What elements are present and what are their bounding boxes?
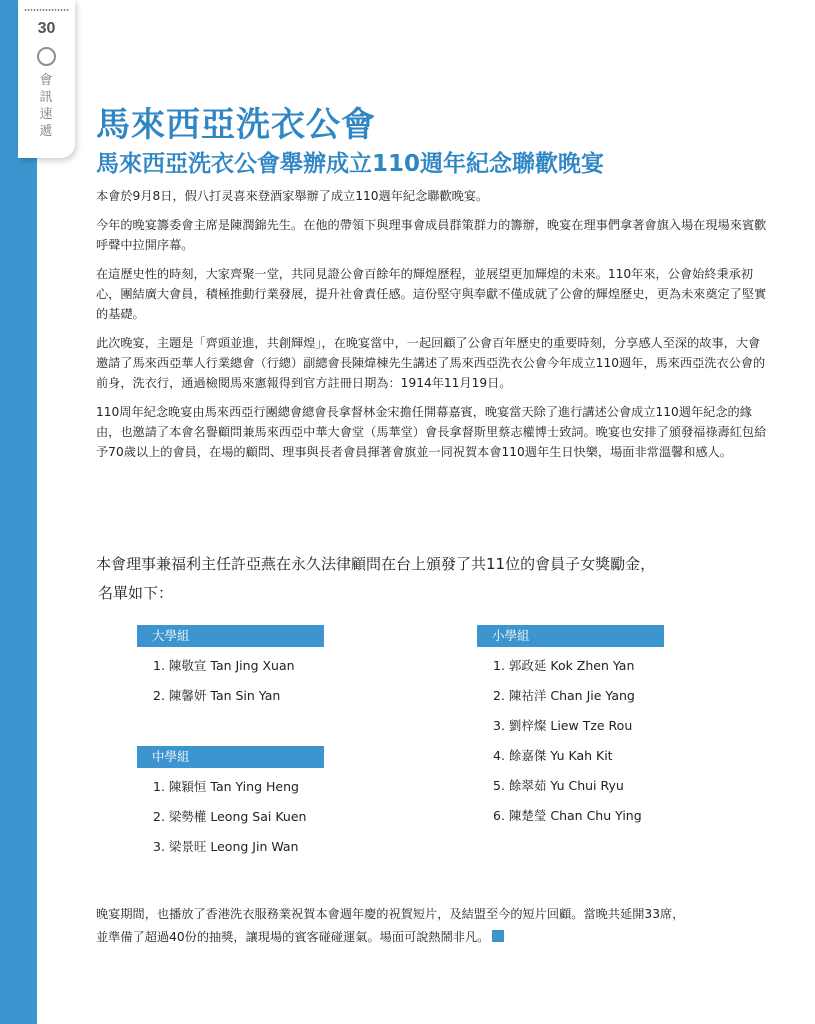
list-item: 2. 梁勢權 Leong Sai Kuen (153, 809, 307, 824)
list-item: 4. 餘嘉傑 Yu Kah Kit (493, 748, 613, 763)
list-item: 3. 劉梓燦 Liew Tze Rou (493, 718, 633, 733)
paragraph: 今年的晚宴籌委會主席是陳潤錦先生。在他的帶領下與理事會成員群策群力的籌辦，晚宴在理事們拿著會旗入場在現場來賓歡呼聲中拉開序幕。 (96, 218, 767, 252)
page-number: 30 (37, 20, 56, 37)
award-intro (96, 550, 756, 608)
paragraph: 110周年紀念晚宴由馬來西亞行團總會總會長拿督林金宋擔任開幕嘉賓，晚宴當天除了進行講述公會成立110週年紀念的緣由，也邀請了本會名譽顧問兼馬來西亞中華大會堂（馬華堂）會長拿督斯里蔡志權博士致詞。晚宴也安排了頒發福祿壽紅包給予70歲以上的會員，在場的顧問、理事與長者會員揮著會旗並一同祝賀本會110週年生日快樂，場面非常溫馨和感人。 (96, 405, 767, 459)
award-intro-line: 名單如下： (98, 584, 174, 602)
list-item: 1. 陳穎恒 Tan Ying Heng (153, 779, 299, 794)
list-item: 6. 陳楚瑩 Chan Chu Ying (493, 808, 642, 823)
list-item: 1. 郭政延 Kok Zhen Yan (493, 658, 635, 673)
list-item: 3. 梁景旺 Leong Jin Wan (153, 839, 299, 854)
group-secondary (137, 746, 324, 862)
group-header: 中學組 (137, 746, 324, 768)
paragraph: 此次晚宴，主題是「齊頭並進，共創輝煌」，在晚宴當中，一起回顧了公會百年歷史的重要時刻，分享感人至深的故事，大會邀請了馬來西亞華人行業總會（行總）副總會長陳煒棟先生講述了馬來西亞洗衣公會今年成立110週年，馬來西亞洗衣公會的前身，洗衣行，通過檢閱馬來憲報得到官方註冊日期為：1914年11月19日。 (96, 336, 766, 390)
list-item: 1. 陳敬宣 Tan Jing Xuan (153, 658, 295, 673)
page-tab (18, 0, 75, 158)
member-list (477, 651, 664, 831)
paragraph: 在這歷史性的時刻，大家齊聚一堂，共同見證公會百餘年的輝煌歷程，並展望更加輝煌的未來。110年來，公會始終秉承初心，團結廣大會員，積極推動行業發展，提升社會責任感。這份堅守與奉獻不僅成就了公會的輝煌歷史，更為未來奠定了堅實的基礎。 (96, 267, 767, 321)
dotted-divider (24, 9, 70, 11)
closing-paragraph (96, 903, 771, 949)
list-item: 2. 陳祜洋 Chan Jie Yang (493, 688, 635, 703)
section-label: 會訊速遞 (39, 73, 53, 139)
article-subtitle: 馬來西亞洗衣公會舉辦成立110週年紀念聯歡晚宴 (96, 151, 605, 177)
paragraph: 本會於9月8日，假八打灵喜來登酒家舉辦了成立110週年紀念聯歡晚宴。 (96, 189, 489, 203)
group-university (137, 625, 324, 711)
group-header: 大學組 (137, 625, 324, 647)
article-body (96, 186, 771, 471)
closing-line: 晚宴期間，也播放了香港洗衣服務業祝賀本會週年慶的祝賀短片，及結盟至今的短片回顧。當晚共延開33席， (96, 907, 685, 921)
group-header: 小學組 (477, 625, 664, 647)
member-list (137, 651, 324, 711)
group-primary (477, 625, 664, 831)
closing-line-wrap (96, 926, 771, 949)
award-intro-line: 本會理事兼福利主任許亞燕在永久法律顧問在台上頒發了共11位的會員子女獎勵金， (96, 555, 656, 573)
end-mark-icon (492, 930, 504, 942)
member-list (137, 772, 324, 862)
list-item: 2. 陳馨妍 Tan Sin Yan (153, 688, 281, 703)
closing-line: 並準備了超過40份的抽獎，讓現場的賓客碰碰運氣。場面可說熱鬧非凡。 (96, 930, 490, 944)
circle-icon (37, 47, 56, 66)
list-item: 5. 餘翠茹 Yu Chui Ryu (493, 778, 624, 793)
article-title: 馬來西亞洗衣公會 (96, 105, 376, 145)
